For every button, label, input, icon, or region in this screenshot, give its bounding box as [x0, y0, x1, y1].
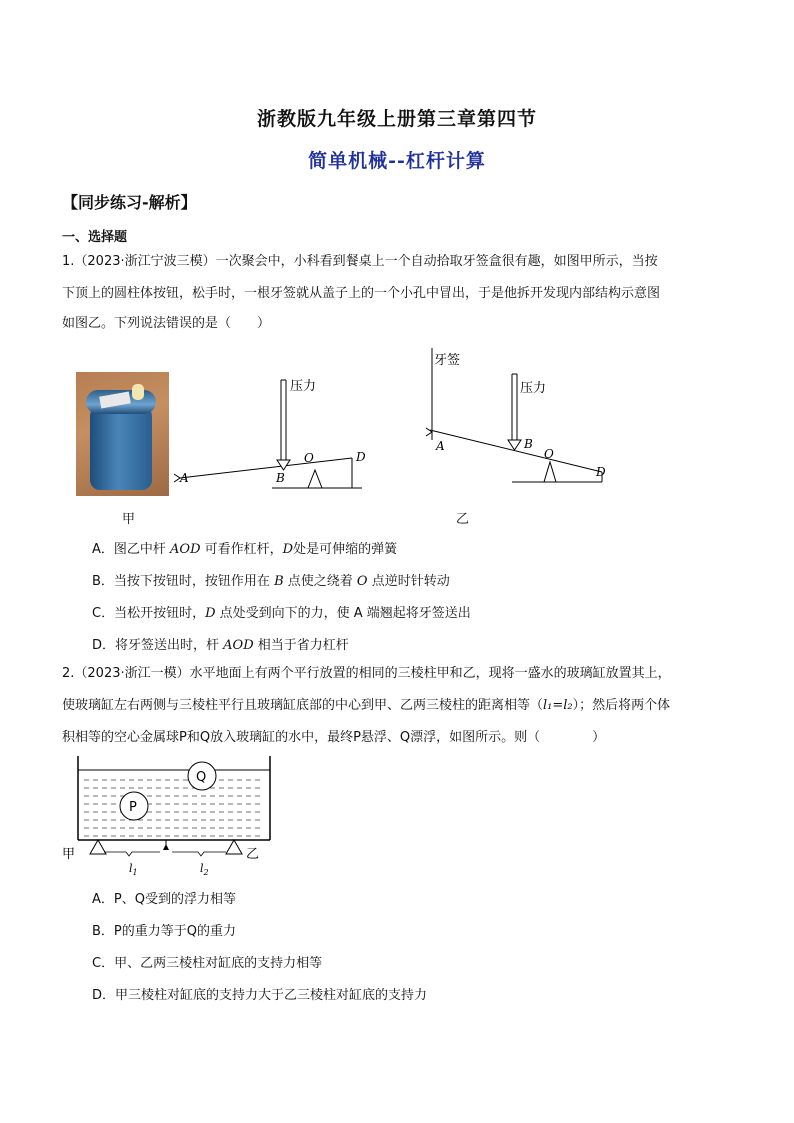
page-title: 浙教版九年级上册第三章第四节	[256, 108, 537, 130]
figure-tank-diagram	[60, 754, 280, 882]
toothpick-box-photo	[76, 372, 169, 496]
force-label-right: 压力	[520, 381, 547, 396]
page-subtitle: 简单机械--杠杆计算	[308, 150, 486, 172]
force-label-left: 压力	[290, 379, 317, 394]
caption-jia: 甲	[122, 512, 136, 527]
label-b-right: B	[524, 437, 533, 451]
q1-stem-line1: 1.（2023·浙江宁波三模）一次聚会中，小科看到餐桌上一个自动拾取牙签盒很有趣，如图甲所示，当按	[62, 254, 658, 269]
label-o-left: O	[304, 451, 314, 465]
label-a-right: A	[436, 439, 445, 453]
label-l2: $l_2$	[200, 862, 209, 877]
q1-option-d: D．将牙签送出时，杆 AOD 相当于省力杠杆	[92, 638, 349, 653]
label-a-left: A	[180, 471, 189, 485]
prism-jia	[90, 840, 106, 854]
ball-p-label: P	[129, 800, 137, 815]
q2-stem-line1: 2.（2023·浙江一模）水平地面上有两个平行放置的相同的三棱柱甲和乙，现将一盛水的玻璃缸放置其上，	[62, 666, 671, 681]
label-yi: 乙	[246, 847, 260, 862]
force-arrowhead-right	[508, 440, 521, 450]
q1-stem-line2: 下顶上的圆柱体按钮，松手时，一根牙签就从盖子上的一个小孔中冒出，于是他拆开发现内部结构示意图	[62, 286, 661, 301]
ball-q-label: Q	[196, 770, 207, 785]
subsection-heading: 一、选择题	[62, 230, 128, 245]
q2-stem-line2: 使玻璃缸左右两侧与三棱柱平行且玻璃缸底部的中心到甲、乙两三棱柱的距离相等（l₁=l₂）；然后将两个体	[62, 698, 671, 713]
label-l1: $l_1$	[129, 862, 138, 877]
label-o-right: O	[544, 447, 554, 461]
water-hatching	[84, 780, 264, 836]
q2-option-c: C．甲、乙两三棱柱对缸底的支持力相等	[92, 956, 323, 971]
q1-option-c: C．当松开按钮时，D 点处受到向下的力，使 A 端翘起将牙签送出	[92, 606, 471, 621]
lever-rod	[180, 458, 352, 478]
q1-option-a: A．图乙中杆 AOD 可看作杠杆，D处是可伸缩的弹簧	[92, 542, 398, 557]
toothpick-label: 牙签	[434, 353, 461, 368]
label-d-left: D	[356, 450, 366, 464]
label-jia: 甲	[62, 847, 76, 862]
fulcrum-triangle-right	[544, 462, 556, 482]
q2-option-d: D．甲三棱柱对缸底的支持力大于乙三棱柱对缸底的支持力	[92, 988, 428, 1003]
section-heading: 【同步练习-解析】	[62, 193, 197, 212]
figure-yi-diagram	[420, 344, 620, 494]
label-b-left: B	[276, 471, 285, 485]
prism-yi	[226, 840, 242, 854]
q2-option-b: B．P的重力等于Q的重力	[92, 924, 236, 939]
q2-stem-line3: 积相等的空心金属球P和Q放入玻璃缸的水中，最终P悬浮、Q漂浮，如图所示。则（ ）	[62, 730, 606, 745]
q1-option-b: B．当按下按钮时，按钮作用在 B 点使之绕着 O 点逆时针转动	[92, 574, 450, 589]
lever-rod-right	[430, 430, 602, 472]
q1-stem-line3: 如图乙。下列说法错误的是（ ）	[62, 316, 271, 331]
q2-option-a: A．P、Q受到的浮力相等	[92, 892, 236, 907]
label-d-right: D	[596, 465, 606, 479]
caption-yi: 乙	[456, 512, 470, 527]
fulcrum-triangle	[308, 470, 322, 488]
figure-jia-diagram	[170, 360, 370, 500]
